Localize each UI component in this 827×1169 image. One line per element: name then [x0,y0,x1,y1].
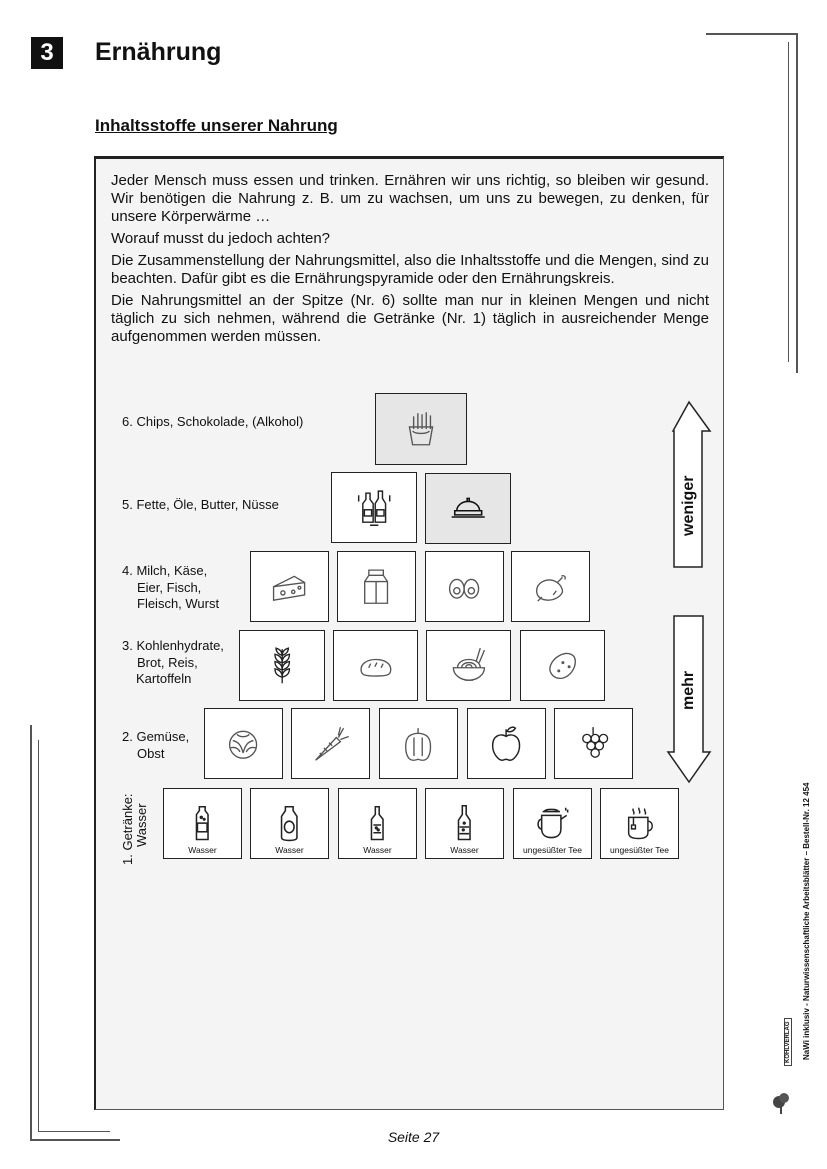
chapter-title: Ernährung [95,38,222,66]
level-2-label [122,729,189,762]
food-card-wheat [239,630,325,701]
level-6-label [122,414,303,431]
level-label-line: 3. Kohlenhydrate, [122,638,224,653]
level-label-line: 6. Chips, Schokolade, (Alkohol) [122,414,304,429]
drink-label: ungesüßter Tee [523,845,582,855]
level-label-line: 5. Fette, Öle, Butter, Nüsse [122,497,279,512]
frame-line [796,33,798,373]
side-imprint: NaWi inklusiv - Naturwissenschaftliche Arbeitsblätter – Bestell-Nr. 12 454 [802,782,811,1060]
intro-text [111,172,709,350]
drink-card [425,788,504,859]
frame-line [38,740,39,1132]
level-label-line: Wasser [134,803,149,847]
food-card-apple [467,708,546,779]
frame-line [706,33,798,35]
level-5-label [122,497,279,514]
level-label-line: Brot, Reis, [137,654,198,670]
drink-label: Wasser [450,845,479,855]
food-card-bread [333,630,418,701]
intro-paragraph: Jeder Mensch muss essen und trinken. Ernähren wir uns richtig, so bleiben wir gesund. Wir benötigen die Nahrung z. B. um zu wachsen, um uns zu bewegen, zu denken, für unsere Körperwärme … [111,172,709,225]
roast-chicken-icon [527,566,573,607]
fries-icon [394,408,448,450]
food-card-cabbage [204,708,283,779]
food-card-noodles [426,630,511,701]
tea-mug-icon [620,802,659,844]
publisher-logo-text: KOHLVERLAG [784,1018,792,1066]
drink-card [600,788,679,859]
level-label-line: 4. Milch, Käse, [122,563,208,578]
frame-line [788,42,789,362]
oil-bottles-icon [349,487,399,528]
level-1-label [121,785,149,865]
publisher-logo [770,1090,796,1116]
drink-card [250,788,329,859]
drink-label: ungesüßter Tee [610,845,669,855]
food-card-pepper [379,708,458,779]
potato-icon [538,645,588,686]
cabbage-icon [220,723,266,764]
milk-carton-icon [353,566,399,607]
level-label-line: Eier, Fisch, [137,579,202,595]
food-card-grapes [554,708,633,779]
section-subtitle: Inhaltsstoffe unserer Nahrung [95,116,338,135]
teapot-icon [533,802,572,844]
level-label-line: Fleisch, Wurst [137,596,220,611]
level-label-line: 2. Gemüse, [122,729,190,744]
level-label-line: Kartoffeln [136,671,192,686]
tree-logo-icon [770,1090,796,1116]
butter-dish-icon [443,488,493,529]
cheese-icon [266,566,312,607]
drink-card [338,788,417,859]
food-card-potato [520,630,605,701]
level-4-label [122,563,219,613]
level-label-line: 1. Getränke: [120,793,135,865]
carrot-icon [307,723,353,764]
food-card-cheese [250,551,329,622]
bread-icon [351,645,401,686]
drink-label: Wasser [363,845,392,855]
water-bottle-icon [183,802,222,844]
noodle-bowl-icon [444,645,494,686]
drink-card [163,788,242,859]
apple-icon [483,723,529,764]
frame-line [30,725,32,1140]
food-card-oils [331,472,417,543]
intro-paragraph: Die Zusammenstellung der Nahrungsmittel, also die Inhaltsstoffe und die Mengen, sind zu beachten. Dafür gibt es die Ernährungspyramide oder den Ernährungskreis. [111,252,709,287]
food-card-carrot [291,708,370,779]
wheat-icon [257,645,307,686]
drink-label: Wasser [188,845,217,855]
bell-pepper-icon [395,723,441,764]
eggs-icon [441,566,487,607]
intro-paragraph: Die Nahrungsmittel an der Spitze (Nr. 6) sollte man nur in kleinen Mengen und nicht täglich zu sich nehmen, während die Getränke (Nr. 1) täglich in ausreichender Menge aufgenommen werden müssen. [111,292,709,345]
intro-paragraph: Worauf musst du jedoch achten? [111,230,331,247]
food-card-butter [425,473,511,544]
level-label-line: Obst [137,745,165,761]
page-number: Seite 27 [387,1129,440,1145]
drink-label: Wasser [275,845,304,855]
food-card-eggs [425,551,504,622]
food-card-chips [375,393,467,465]
chapter-number: 3 [31,37,63,69]
arrow-down-label: mehr [680,670,697,710]
water-bottle-icon [270,802,309,844]
level-3-label [122,638,224,688]
food-card-milk [337,551,416,622]
grapes-icon [570,723,616,764]
water-bottle-icon [445,802,484,844]
food-card-chicken [511,551,590,622]
drink-card [513,788,592,859]
water-bottle-icon [358,802,397,844]
arrow-up-label: weniger [680,475,697,536]
